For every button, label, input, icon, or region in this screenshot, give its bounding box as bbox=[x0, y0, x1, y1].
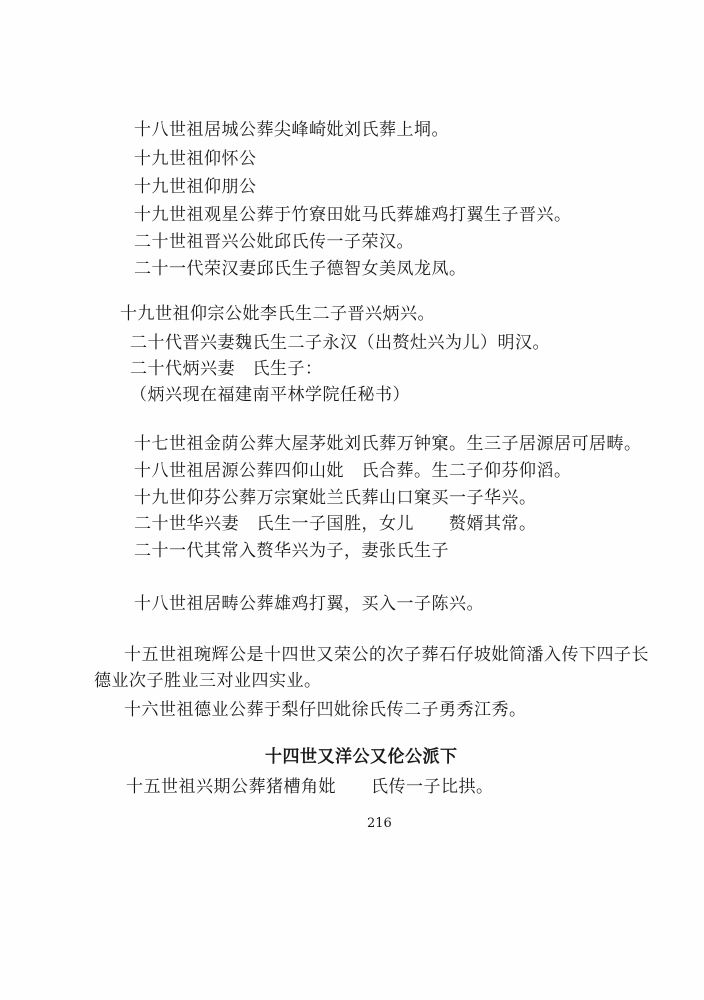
text-line: 十六世祖德业公葬于梨仔凹妣徐氏传二子勇秀江秀。 bbox=[124, 700, 527, 720]
text-line: 十五世祖兴期公葬猪槽角妣 氏传一子比拱。 bbox=[126, 777, 494, 797]
text-line: 十九世祖仰宗公妣李氏生二子晋兴炳兴。 bbox=[120, 304, 435, 324]
text-line: 十九世祖观星公葬于竹寮田妣马氏葬雄鸡打翼生子晋兴。 bbox=[134, 205, 572, 225]
text-line: 十七世祖金荫公葬大屋茅妣刘氏葬万钟窠。生三子居源居可居畴。 bbox=[134, 434, 642, 454]
text-line: 二十代晋兴妻魏氏生二子永汉（出赘灶兴为儿）明汉。 bbox=[130, 333, 550, 353]
text-line: 二十一代其常入赘华兴为子，妻张氏生子 bbox=[134, 541, 449, 561]
text-line: （炳兴现在福建南平林学院任秘书） bbox=[130, 385, 410, 405]
text-line: 德业次子胜业三对业四实业。 bbox=[94, 671, 322, 691]
text-line: 十九世仰芬公葬万宗窠妣兰氏葬山口窠买一子华兴。 bbox=[134, 488, 537, 508]
text-line: 十八世祖居源公葬四仰山妣 氏合葬。生二子仰芬仰滔。 bbox=[134, 461, 572, 481]
text-line: 二十世祖晋兴公妣邱氏传一子荣汉。 bbox=[134, 232, 414, 252]
text-line: 十八世祖居畴公葬雄鸡打翼，买入一子陈兴。 bbox=[134, 594, 484, 614]
text-line: 十九世祖仰怀公 bbox=[134, 149, 257, 169]
page-number: 216 bbox=[367, 816, 392, 831]
text-line: 二十一代荣汉妻邱氏生子德智女美凤龙凤。 bbox=[134, 259, 467, 279]
text-line: 十八世祖居城公葬尖峰崎妣刘氏葬上垌。 bbox=[134, 120, 449, 140]
text-line: 十五世祖琬辉公是十四世又荣公的次子葬石仔坡妣简潘入传下四子长 bbox=[124, 645, 649, 665]
text-line: 二十代炳兴妻 氏生子： bbox=[130, 359, 323, 379]
text-line: 十九世祖仰朋公 bbox=[134, 177, 257, 197]
section-heading: 十四世又洋公又伦公派下 bbox=[265, 747, 458, 767]
text-line: 二十世华兴妻 氏生一子国胜，女儿 赘婿其常。 bbox=[134, 514, 537, 534]
